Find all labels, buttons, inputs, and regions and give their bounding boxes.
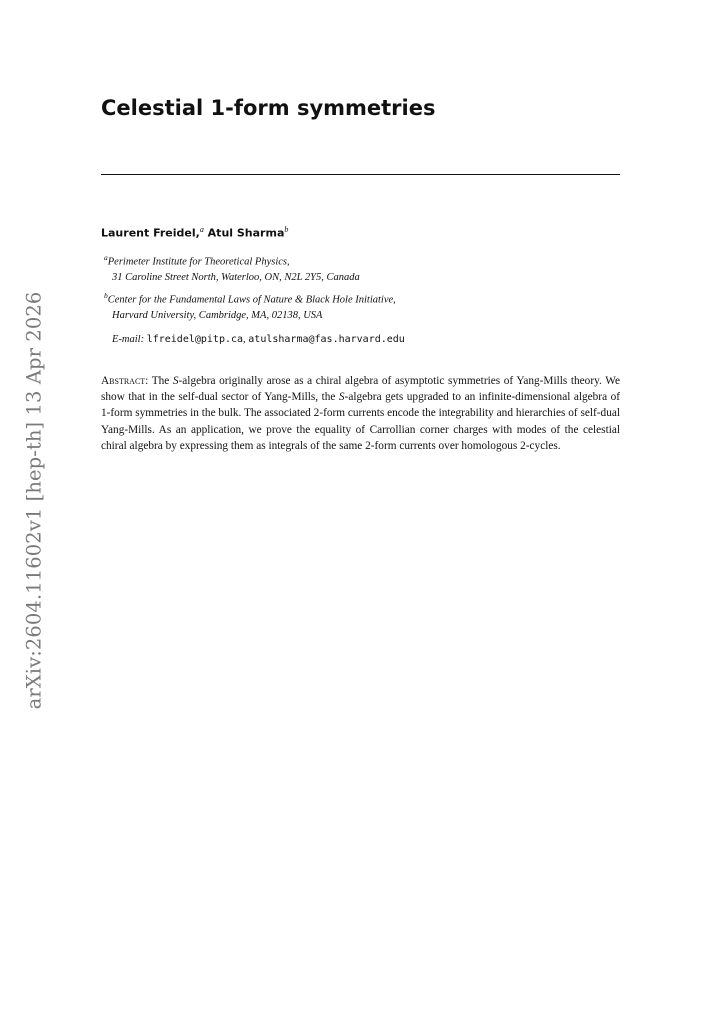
author-affil-mark: b	[284, 225, 289, 234]
paper-title: Celestial 1-form symmetries	[101, 96, 436, 120]
affiliation-line: Center for the Fundamental Laws of Nature & Black Hole Initiative,	[107, 294, 396, 306]
abstract-text: The	[148, 375, 173, 387]
affiliation-a	[104, 250, 360, 285]
abstract	[101, 373, 620, 454]
author-list	[101, 225, 288, 240]
email-label: E-mail:	[112, 334, 145, 345]
author-name: Atul Sharma	[207, 226, 285, 240]
author-affil-mark: a	[199, 225, 204, 234]
abstract-heading: Abstract:	[101, 375, 149, 387]
email-separator: ,	[243, 334, 246, 345]
email-link[interactable]: atulsharma@fas.harvard.edu	[248, 334, 405, 345]
affiliation-line: 31 Caroline Street North, Waterloo, ON, N2L 2Y5, Canada	[112, 271, 360, 283]
abstract-text: -algebra originally arose as a chiral algebra of asymptotic symmetries of Yang-Mills theory. We show that in the self-dual sector of Yang-Mills, the	[101, 375, 620, 404]
affiliation-line: Harvard University, Cambridge, MA, 02138, USA	[112, 309, 323, 321]
affiliation-b	[104, 288, 396, 323]
arxiv-stamp	[19, 290, 49, 710]
email-line	[112, 334, 405, 345]
affiliation-mark: a	[104, 253, 108, 262]
abstract-math: S	[338, 391, 345, 404]
affiliation-line: Perimeter Institute for Theoretical Physics,	[107, 256, 290, 268]
affiliation-mark: b	[104, 291, 108, 300]
abstract-text: -algebra gets upgraded to an infinite-dimensional algebra of 1-form symmetries in the bulk. The associated 2-form currents encode the integrability and hierarchies of self-dual Yang-Mills. As an application, we prove the equality of Carrollian corner charges with modes of the celestial chiral algebra by expressing them as integrals of the same 2-form currents over homologous 2-cycles.	[101, 391, 620, 452]
title-rule	[101, 174, 620, 175]
arxiv-stamp-text: arXiv:2604.11602v1 [hep-th] 13 Apr 2026	[22, 291, 46, 709]
abstract-math: S	[172, 375, 179, 387]
author-name: Laurent Freidel,	[101, 226, 200, 240]
email-link[interactable]: lfreidel@pitp.ca	[146, 334, 244, 345]
